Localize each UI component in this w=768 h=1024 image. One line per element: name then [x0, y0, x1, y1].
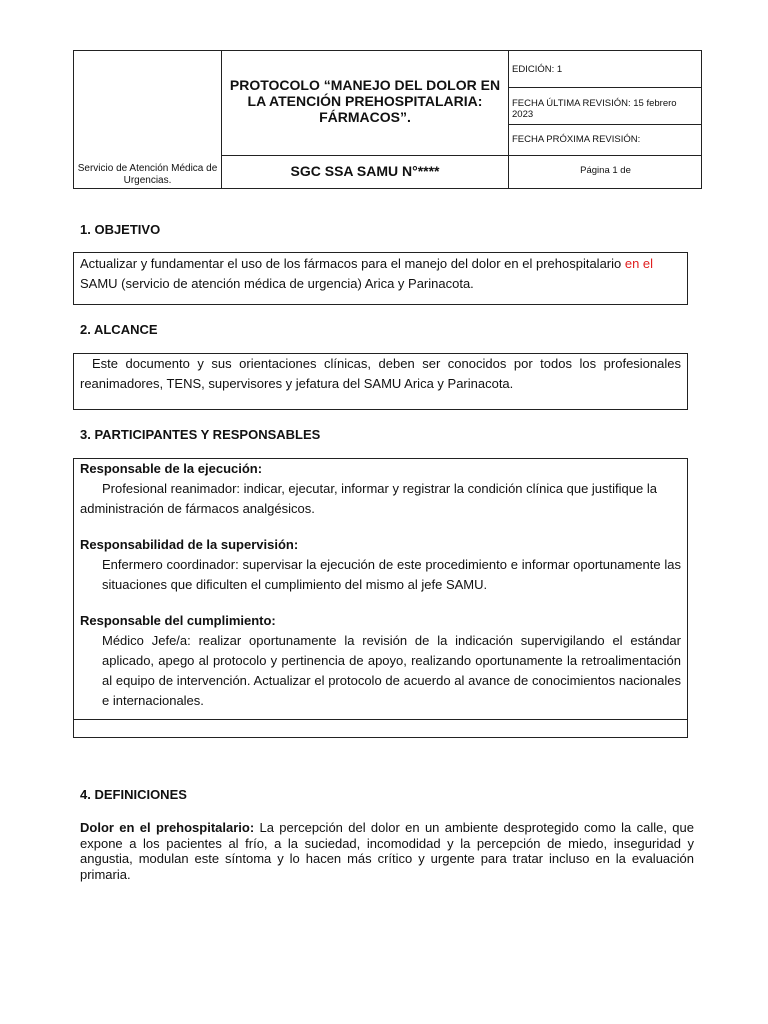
- definiciones-paragraph: [80, 820, 694, 882]
- page-number: Página 1 de: [580, 165, 631, 176]
- cumplimiento-text: Médico Jefe/a: realizar oportunamente la revisión de la indicación supervigilando el estándar aplicado, apego al protocolo y pertinencia de apoyo, realizando oportunamente la retroalimentación al equipo de intervención. Actualizar el protocolo de acuerdo al avance de conocimientos nacionales e internacionales.: [102, 633, 681, 708]
- objetivo-box: [73, 252, 688, 305]
- header-divider: [508, 124, 701, 125]
- objetivo-text-end: SAMU (servicio de atención médica de urgencia) Arica y Parinacota.: [80, 276, 474, 291]
- supervision-label: Responsabilidad de la supervisión:: [80, 537, 299, 552]
- definition-text: La percepción del dolor en un ambiente desprotegido como la calle, que expone a los pacientes al frío, a la suciedad, incomodidad y la percepción de miedo, inseguridad y angustia, modulan este síntoma y lo hacen más crítico y urgente para tratar incluso en la evaluación primaria.: [80, 820, 694, 882]
- section-heading-objetivo: 1. OBJETIVO: [80, 222, 161, 237]
- definition-term: Dolor en el prehospitalario:: [80, 820, 255, 835]
- ejecucion-text: Profesional reanimador: indicar, ejecutar, informar y registrar la condición clínica que justifique la administración de fármacos analgésicos.: [80, 481, 657, 516]
- ejecucion-label: Responsable de la ejecución:: [80, 461, 263, 476]
- participantes-box: [73, 458, 688, 738]
- document-header-table: [73, 50, 702, 189]
- objetivo-highlight: en el: [624, 256, 654, 271]
- header-divider: [508, 87, 701, 88]
- section-heading-alcance: 2. ALCANCE: [80, 322, 158, 337]
- section-heading-participantes: 3. PARTICIPANTES Y RESPONSABLES: [80, 427, 321, 442]
- service-name: Servicio de Atención Médica de Urgencias.: [77, 163, 218, 186]
- alcance-box: [73, 353, 688, 410]
- header-divider: [221, 155, 701, 156]
- table-divider: [74, 719, 687, 720]
- next-revision-date: FECHA PRÓXIMA REVISIÓN:: [512, 134, 641, 145]
- objetivo-text: Actualizar y fundamentar el uso de los fármacos para el manejo del dolor en el prehospitalario: [80, 256, 625, 271]
- alcance-text: Este documento y sus orientaciones clínicas, deben ser conocidos por todos los profesionales reanimadores, TENS, supervisores y jefatura del SAMU Arica y Parinacota.: [80, 356, 681, 391]
- protocol-title: PROTOCOLO “MANEJO DEL DOLOR EN LA ATENCIÓN PREHOSPITALARIA: FÁRMACOS”.: [229, 77, 501, 125]
- supervision-text: Enfermero coordinador: supervisar la ejecución de este procedimiento e informar oportunamente las situaciones que dificulten el cumplimiento del mismo al jefe SAMU.: [102, 557, 681, 592]
- section-heading-definiciones: 4. DEFINICIONES: [80, 787, 187, 802]
- last-revision-date: FECHA ÚLTIMA REVISIÓN: 15 febrero 2023: [512, 98, 677, 120]
- document-code: SGC SSA SAMU N°****: [290, 163, 440, 179]
- cumplimiento-label: Responsable del cumplimiento:: [80, 613, 276, 628]
- edition: EDICIÓN: 1: [512, 64, 563, 75]
